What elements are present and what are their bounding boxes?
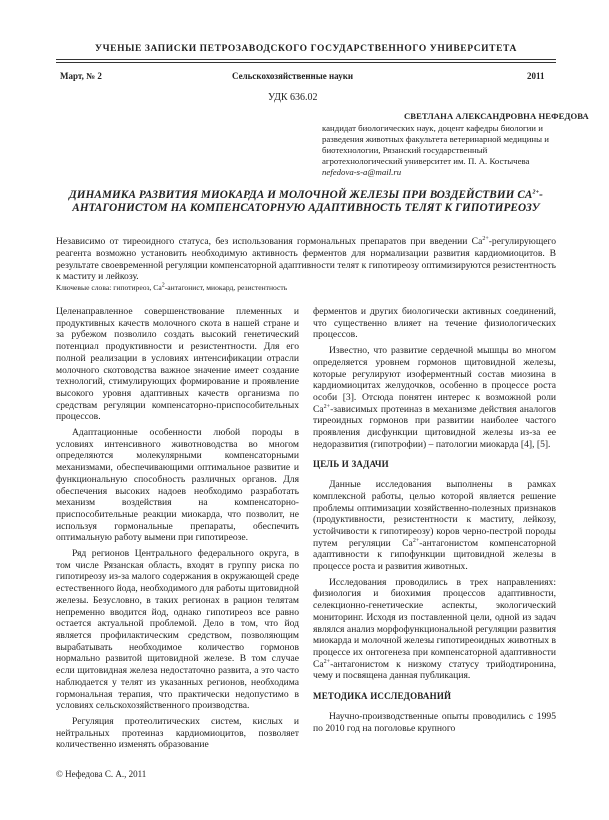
year-label: 2011 — [527, 71, 545, 81]
header-rule-top — [56, 59, 556, 60]
section-heading-methods: МЕТОДИКА ИССЛЕДОВАНИЙ — [313, 691, 452, 702]
author-affiliation — [322, 123, 556, 178]
superscript: 2+ — [323, 658, 331, 665]
title-part2: -АНТАГОНИСТОМ НА КОМПЕНСАТОРНУЮ АДАПТИВНОСТЬ ТЕЛЯТ К ГИПОТИРЕОЗУ — [72, 189, 543, 214]
keywords-part2: -антагонист, миокард, резистентность — [164, 283, 288, 292]
abstract-part2: -регулирующего реагента возможно установить необходимую активность ферментов для нормализации развития кардиомиоцитов. В результате своевременной регуляции компенсаторной адаптивности телят к гипотиреозу оптимизируются резистентность к маститу и лейкозу. — [56, 236, 556, 283]
udk-code: УДК 636.02 — [268, 92, 318, 103]
paragraph-text: -антагонистом компенсаторной адаптивности к гипофункции щитовидной железы в процессе роста и развития животных. — [313, 537, 556, 573]
article-title — [56, 189, 556, 215]
paragraph — [313, 577, 556, 682]
paragraph: Адаптационные особенности любой породы в условиях интенсивного животноводства во многом определяются молекулярными компенсаторными механизмами, обеспечивающими оптимальное развитие и функциональную способность различных органов. Для обеспечения высоких надоев необходимо разработать механизм воздействия на компенсаторно-приспособительные реакции миокарда, что позволит, не используя гормональные препараты, обеспечить оптимальную работу вымени при гипотиреозе. — [56, 427, 299, 544]
paragraph-text: -зависимых протеиназ в механизме действия аналогов тиреоидных гормонов при развитии наиболее частого проявления дисфункции щитовидной железы из-за ее недоразвития (гипотрофии) – патологии миокарда [4], [5]. — [313, 403, 556, 450]
keywords — [56, 283, 556, 292]
paragraph-text: Данные исследования выполнены в рамках комплексной работы, целью которой является решение проблемы оптимизации хозяйственно-полезных признаков (продуктивности, резистентности к маститу, лейкозу, устойчивости к гипотиреозу) коров черно-пестрой породы путем регуляции Ca — [313, 479, 556, 549]
paragraph-text: Известно, что развитие сердечной мышцы во многом определяется уровнем гормонов щитовидной железы, которые регулируют изоферментный состав миозина в кардиомиоцитах желудочков, особенно в процессе роста особи [3]. Отсюда понятен интерес к возможной роли Ca — [313, 345, 556, 415]
author-email[interactable]: nefedova-s-a@mail.ru — [322, 167, 402, 177]
keywords-superscript: 2 — [161, 282, 165, 289]
header-rule-bottom — [56, 62, 556, 63]
title-part1: ДИНАМИКА РАЗВИТИЯ МИОКАРДА И МОЛОЧНОЙ ЖЕЛЕЗЫ ПРИ ВОЗДЕЙСТВИИ CA — [69, 189, 533, 201]
paragraph: ферментов и других биологически активных соединений, что существенно влияет на течение физиологических процессов. — [313, 306, 556, 341]
copyright: © Нефедова С. А., 2011 — [56, 769, 147, 779]
section-label: Сельскохозяйственные науки — [232, 71, 354, 81]
section-heading-goals: ЦЕЛЬ И ЗАДАЧИ — [313, 459, 389, 470]
abstract — [56, 236, 556, 283]
title-superscript: 2+ — [532, 189, 540, 196]
paragraph-text: -антагонистом к низкому статусу трийодтиронина, чему и посвящена данная публикация. — [313, 658, 556, 682]
paragraph-text: Исследования проводились в трех направлениях: физиология и биохимия процессов адаптивности, селекционно-генетические аспекты, экологический мониторинг. Исходя из поставленной цели, одной из задач являлся анализ морфофункциональной регуляции развития миокарда и молочной железы гипотиреоидных животных в процессе их онтогенеза при компенсаторной адаптивности Ca — [313, 576, 556, 670]
superscript: 2+ — [323, 403, 331, 410]
paragraph — [313, 345, 556, 450]
author-name: СВЕТЛАНА АЛЕКСАНДРОВНА НЕФЕДОВА — [404, 111, 589, 121]
right-column — [313, 306, 556, 738]
paragraph: Научно-производственные опыты проводились с 1995 по 2010 год на поголовье крупного — [313, 710, 556, 734]
issue-label: Март, № 2 — [60, 71, 102, 81]
left-column — [56, 306, 299, 755]
keywords-part1: Ключевые слова: гипотиреоз, Ca — [56, 283, 162, 292]
paragraph: Регуляция протеолитических систем, кислых и нейтральных протеиназ кардиомиоцитов, позволяет количественно изменять образование — [56, 715, 299, 751]
paragraph: Целенаправленное совершенствование племенных и продуктивных качеств молочного скота в нашей стране и за рубежом позволило создать высокий генетический потенциал продуктивности и резистентности. Для его полной реализации в условиях интенсификации отрасли молочного скотоводства важное значение имеет создание технологий, стимулирующих формирование и проявление высокого уровня адаптивных качеств организма по средствам регуляции компенсаторно-приспособительных процессов. — [56, 306, 299, 423]
journal-title: УЧЕНЫЕ ЗАПИСКИ ПЕТРОЗАВОДСКОГО ГОСУДАРСТВЕННОГО УНИВЕРСИТЕТА — [95, 44, 517, 54]
paragraph: Ряд регионов Центрального федерального округа, в том числе Рязанская область, входят в группу риска по гипотиреозу из-за малого содержания в окружающей среде естественного йода, необходимого для работы щитовидной железы. Безусловно, в таких регионах в рацион телятам непременно вводится йод, однако гипотиреоз все равно остается актуальной проблемой. Дело в том, что йод является профилактическим средством, позволяющим вырабатывать необходимое количество гормонов нормально развитой щитовидной железе. В том случае если щитовидная железа недостаточно развита, а это часто наблюдается у телят из указанных регионов, необходима гормональная терапия, что практически недопустимо в условиях сельскохозяйственного производства. — [56, 548, 299, 712]
superscript: 2+ — [412, 537, 420, 544]
affiliation-text: кандидат биологических наук, доцент кафедры биологии и разведения животных факультета ветеринарной медицины и биотехнологии, Рязанский государственный агротехнологический университет им. П. А. Костычева — [322, 123, 549, 166]
paragraph — [313, 479, 556, 573]
abstract-part1: Независимо от тиреоидного статуса, без использования гормональных препаратов при введении Ca — [56, 236, 483, 247]
abstract-superscript: 2+ — [482, 235, 489, 242]
